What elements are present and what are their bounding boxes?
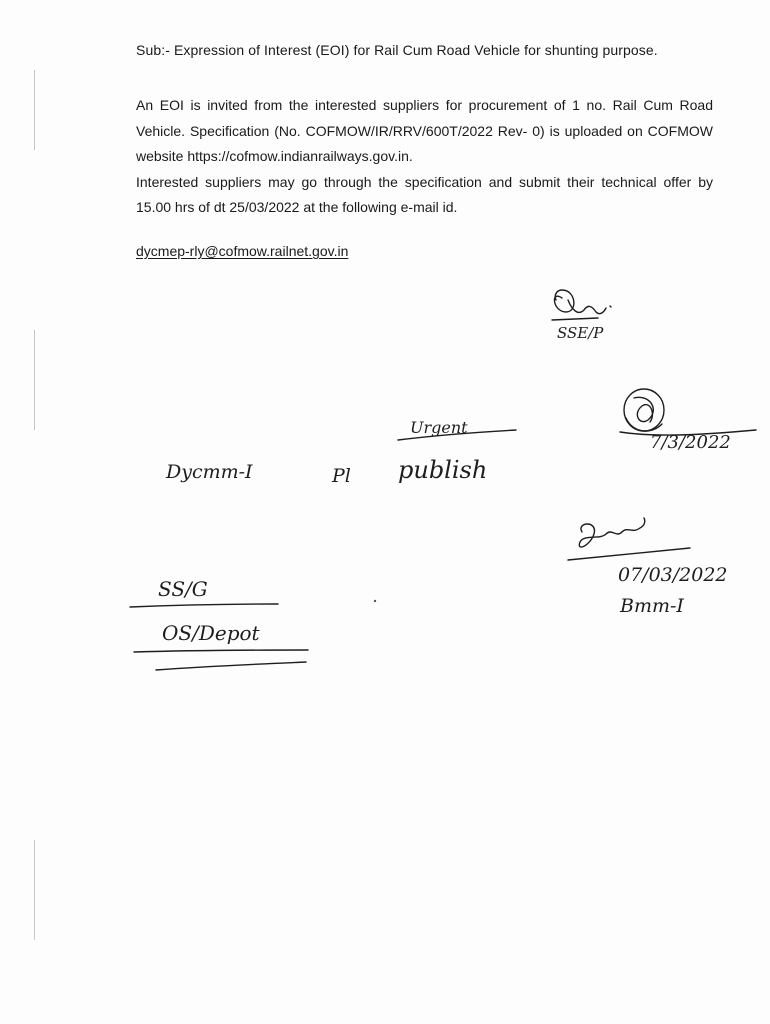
letter-subject: Sub:- Expression of Interest (EOI) for Rail Cum Road Vehicle for shunting purpose.	[136, 42, 658, 58]
note-dycmm: Dycmm-I	[166, 461, 253, 483]
paragraph-invitation: An EOI is invited from the interested suppliers for procurement of 1 no. Rail Cum Road Vehicle. Specification (No. COFMOW/IR/RRV/600T/2022 Rev- 0) is uploaded on COFMOW website https://cofmow.indianrailways.gov.in.	[136, 97, 713, 164]
signature-sse	[552, 290, 611, 342]
contact-email: dycmep-rly@cofmow.railnet.gov.in	[136, 243, 349, 259]
note-bmm: Bmm-I	[620, 595, 684, 617]
note-pl: Pl	[332, 465, 351, 487]
note-ss-depot-group	[130, 577, 308, 670]
note-date-1: 7/3/2022	[650, 432, 731, 453]
note-urgent-group	[398, 418, 516, 440]
paragraph-submission: Interested suppliers may go through the specification and submit their technical offer by 15.00 hrs of dt 25/03/2022 at the following e-mail id.	[136, 173, 713, 215]
scan-dot	[374, 600, 376, 602]
note-publish: publish	[398, 456, 488, 484]
signature-circle-date	[620, 389, 756, 453]
note-ss-g: SS/G	[158, 577, 208, 601]
note-urgent: Urgent	[410, 418, 468, 437]
note-sse: SSE/P	[557, 324, 604, 342]
note-date-2: 07/03/2022	[618, 564, 728, 586]
signature-bmm	[568, 518, 728, 617]
note-os-depot: OS/Depot	[162, 621, 260, 645]
